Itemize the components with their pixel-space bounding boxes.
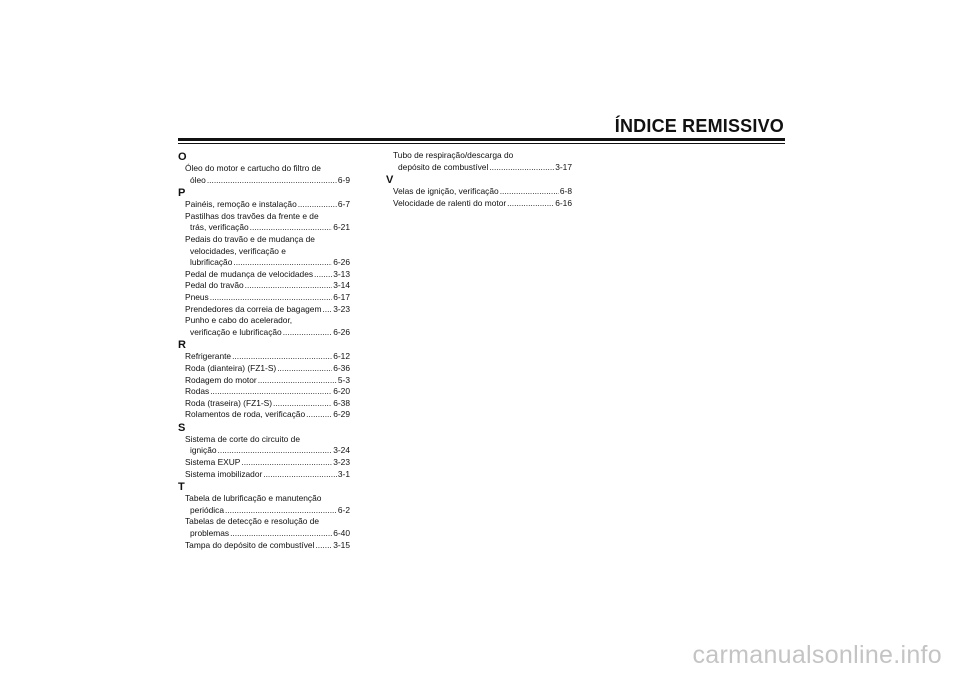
dot-leader <box>232 351 332 363</box>
page-ref: 3-17 <box>555 161 572 172</box>
index-entry <box>178 516 350 539</box>
dot-leader <box>207 175 337 187</box>
page-ref: 3-1 <box>337 468 350 479</box>
entry-text: Rodagem do motor <box>185 374 257 385</box>
section-letter-v: V <box>386 174 394 187</box>
entry-text: Prendedores da correia de bagagem <box>185 303 322 314</box>
entry-text: Pedais do travão e de mudança de <box>185 233 315 244</box>
dot-leader <box>273 398 332 410</box>
entry-text: Velocidade de ralenti do motor <box>393 197 507 208</box>
dot-leader <box>225 505 337 517</box>
dot-leader <box>283 327 333 339</box>
entry-line <box>393 198 572 210</box>
dot-leader <box>314 269 332 281</box>
index-entry <box>386 198 572 210</box>
entry-text: Sistema imobilizador <box>185 468 263 479</box>
entry-text: Rolamentos de roda, verificação <box>185 409 306 420</box>
section-letter-t: T <box>178 481 185 494</box>
entry-text: Tampa do depósito de combustível <box>185 539 315 550</box>
entry-text: lubrificação <box>190 257 233 268</box>
index-entry <box>178 540 350 552</box>
dot-leader <box>315 540 332 552</box>
section-letter-s: S <box>178 421 186 434</box>
entry-text: Punho e cabo do acelerador, <box>185 315 293 326</box>
entry-text: velocidades, verificação e <box>190 245 286 256</box>
page-ref: 6-40 <box>333 528 350 539</box>
index-entry <box>178 434 350 457</box>
index-entry <box>178 457 350 469</box>
entry-text: óleo <box>190 174 206 185</box>
page-ref: 3-24 <box>333 445 350 456</box>
page-ref: 6-8 <box>559 186 572 197</box>
entry-line <box>185 505 350 517</box>
dot-leader <box>500 186 559 198</box>
dot-leader <box>263 469 337 481</box>
page-ref: 6-17 <box>333 291 350 302</box>
entry-text: Sistema de corte do circuito de <box>185 433 300 444</box>
entry-line <box>185 363 350 375</box>
entry-text: trás, verificação <box>190 222 249 233</box>
index-entry <box>178 386 350 398</box>
entry-line <box>185 528 350 540</box>
header-rule-thick <box>178 138 785 141</box>
index-entry <box>178 280 350 292</box>
entry-line <box>185 222 350 234</box>
page-ref: 6-2 <box>337 504 350 515</box>
entry-text: verificação e lubrificação <box>190 326 282 337</box>
dot-leader <box>322 304 332 316</box>
entry-line <box>185 199 350 211</box>
dot-leader <box>245 280 333 292</box>
dot-leader <box>218 445 333 457</box>
index-entry <box>178 304 350 316</box>
index-entry <box>178 375 350 387</box>
page-ref: 6-21 <box>333 222 350 233</box>
entry-text: Roda (dianteira) (FZ1-S) <box>185 362 277 373</box>
entry-text: Painéis, remoção e instalação <box>185 199 297 210</box>
entry-line <box>185 445 350 457</box>
dot-leader <box>277 363 332 375</box>
index-entry <box>178 363 350 375</box>
section-letter-r: R <box>178 339 186 352</box>
entry-text: Óleo do motor e cartucho do filtro de <box>185 163 321 173</box>
entry-text: Velas de ignição, verificação <box>393 186 499 197</box>
entry-text: Pedal do travão <box>185 280 244 291</box>
index-entry <box>178 163 350 186</box>
entry-text: problemas <box>190 528 230 539</box>
page-ref: 5-3 <box>337 374 350 385</box>
entry-line <box>185 540 350 552</box>
entry-line <box>185 280 350 292</box>
section-letter-o: O <box>178 151 187 163</box>
header-rule-thin <box>178 143 785 144</box>
entry-line <box>185 269 350 281</box>
page-ref: 6-12 <box>333 351 350 362</box>
dot-leader <box>298 199 337 211</box>
page-ref: 6-9 <box>337 174 350 185</box>
dot-leader <box>233 257 332 269</box>
entry-text: ignição <box>190 445 217 456</box>
index-entry <box>178 292 350 304</box>
index-entry <box>178 351 350 363</box>
entry-text: Rodas <box>185 386 210 397</box>
index-entry <box>178 199 350 211</box>
dot-leader <box>210 386 332 398</box>
index-entry <box>178 398 350 410</box>
index-entry <box>178 234 350 269</box>
entry-line <box>185 409 350 421</box>
entry-line <box>185 351 350 363</box>
entry-line <box>185 175 350 187</box>
entry-line <box>185 469 350 481</box>
index-entry <box>178 469 350 481</box>
index-entry <box>178 315 350 338</box>
index-column-left <box>178 150 350 551</box>
page-title: ÍNDICE REMISSIVO <box>614 116 784 136</box>
page-ref: 3-14 <box>333 280 350 291</box>
entry-line <box>185 398 350 410</box>
entry-text: Sistema EXUP <box>185 457 241 468</box>
index-entry <box>386 186 572 198</box>
entry-text: Pneus <box>185 291 209 302</box>
dot-leader <box>489 162 554 174</box>
page-ref: 6-38 <box>333 397 350 408</box>
index-entry <box>386 150 572 173</box>
page-ref: 6-20 <box>333 386 350 397</box>
entry-line <box>185 257 350 269</box>
page-ref: 6-36 <box>333 362 350 373</box>
index-entry <box>178 211 350 234</box>
entry-line <box>393 186 572 198</box>
page-ref: 3-13 <box>333 268 350 279</box>
entry-text: Pedal de mudança de velocidades <box>185 268 314 279</box>
dot-leader <box>507 198 554 210</box>
entry-text: Refrigerante <box>185 351 232 362</box>
page-ref: 3-23 <box>333 303 350 314</box>
entry-line <box>185 375 350 387</box>
page-ref: 6-7 <box>337 199 350 210</box>
page-ref: 6-26 <box>333 326 350 337</box>
entry-line <box>185 457 350 469</box>
entry-text: periódica <box>190 504 224 515</box>
dot-leader <box>230 528 332 540</box>
dot-leader <box>250 222 333 234</box>
index-column-right <box>386 150 572 209</box>
index-entry <box>178 269 350 281</box>
entry-text: Tabela de lubrificação e manutenção <box>185 493 322 504</box>
dot-leader <box>210 292 332 304</box>
entry-text: depósito de combustível <box>398 161 489 172</box>
entry-line <box>393 162 572 174</box>
page-ref: 6-16 <box>555 197 572 208</box>
dot-leader <box>258 375 337 387</box>
page-ref: 6-26 <box>333 257 350 268</box>
entry-text: Roda (traseira) (FZ1-S) <box>185 397 273 408</box>
section-letter-p: P <box>178 187 186 200</box>
entry-text: Tabelas de detecção e resolução de <box>185 516 320 527</box>
entry-line <box>185 327 350 339</box>
page-ref: 3-23 <box>333 457 350 468</box>
page-ref: 6-29 <box>333 409 350 420</box>
entry-text: Tubo de respiração/descarga do <box>393 150 514 160</box>
entry-line <box>185 304 350 316</box>
entry-line <box>185 292 350 304</box>
watermark-text: carmanualsonline.info <box>692 641 942 669</box>
index-entry <box>178 409 350 421</box>
page-ref: 3-15 <box>333 539 350 550</box>
dot-leader <box>306 409 332 421</box>
entry-text: Pastilhas dos travões da frente e de <box>185 210 319 221</box>
entry-line <box>185 386 350 398</box>
dot-leader <box>241 457 332 469</box>
index-entry <box>178 493 350 516</box>
